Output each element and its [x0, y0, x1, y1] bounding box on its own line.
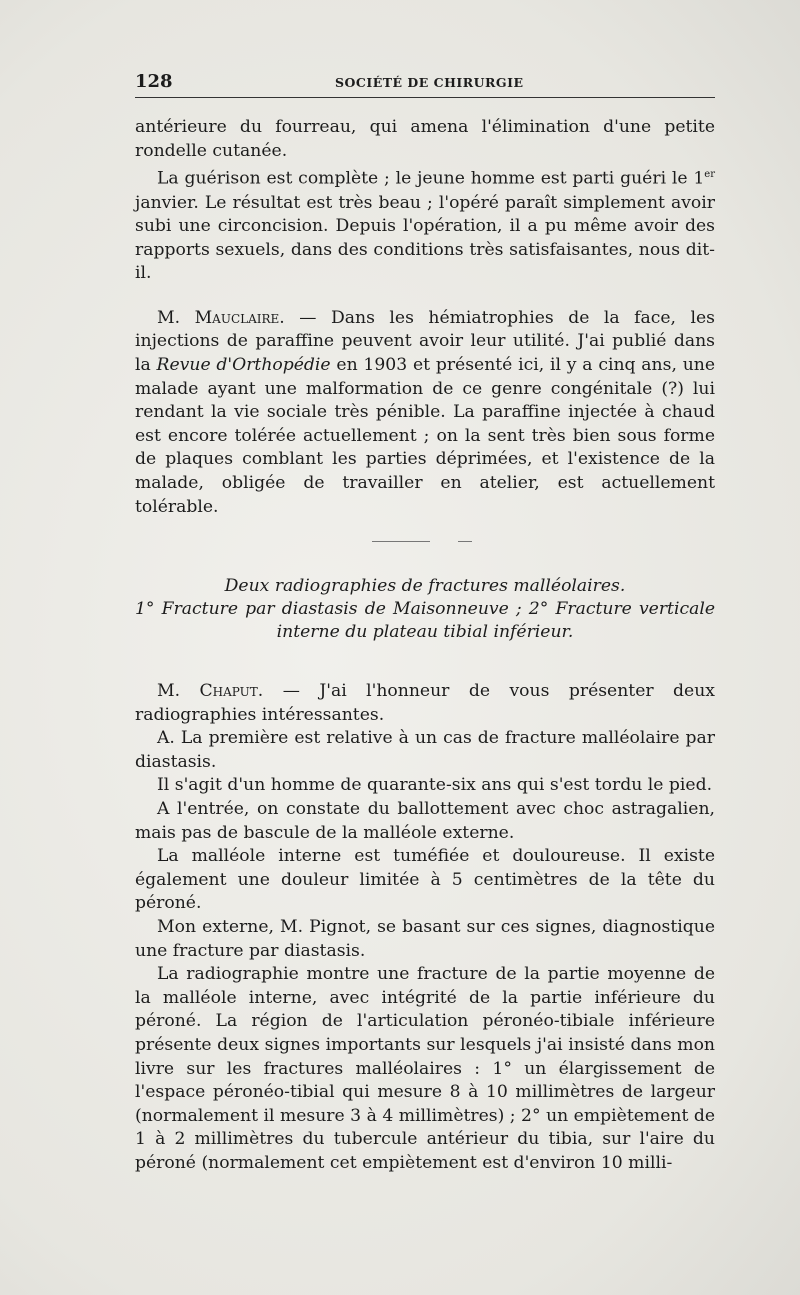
- body-text: [135, 116, 715, 519]
- page-number: 128: [135, 71, 173, 92]
- speaker-prefix: M.: [157, 307, 195, 328]
- speaker-name: Mauclaire.: [194, 307, 285, 328]
- paragraph-text: La guérison est complète ; le jeune homme est parti guéri le 1: [157, 168, 705, 189]
- speaker-prefix: M.: [157, 681, 200, 701]
- title-line: 1° Fracture par diastasis de Maisonneuve ; 2° Fracture verticale: [135, 599, 715, 619]
- title-line: Deux radiographies de fractures malléolaires.: [224, 576, 626, 596]
- paragraph-text: janvier. Le résultat est très beau ; l'opéré paraît simplement avoir subi une circoncision. Depuis l'opération, il a pu même avoir des rapports sexuels, dans des conditions très satisfaisantes, nous dit-il.: [135, 192, 715, 284]
- paragraph: [135, 307, 715, 519]
- journal-title: Revue d'Orthopédie: [156, 355, 331, 376]
- title-line: interne du plateau tibial inférieur.: [276, 622, 574, 642]
- paragraph: A. La première est relative à un cas de fracture malléolaire par diastasis.: [135, 728, 715, 772]
- paragraph: [135, 163, 715, 286]
- paragraph: [135, 680, 715, 727]
- speaker-name: Chaput.: [199, 681, 264, 701]
- section-title: [135, 575, 715, 644]
- paragraph: La radiographie montre une fracture de la partie moyenne de la malléole interne, avec intégrité de la partie inférieure du péroné. La région de l'articulation péronéo-tibiale inférieure présente deux signes importants sur lesquels j'ai insisté dans mon livre sur les fractures malléolaires : 1° un élargissement de l'espace péronéo-tibial qui mesure 8 à 10 millimètres de largeur (normalement il mesure 3 à 4 millimètres) ; 2° un empiètement de 1 à 2 millimètres du tubercule antérieur du tibia, sur l'aire du péroné (normalement cet empiètement est d'environ 10 milli-: [135, 964, 715, 1173]
- page-header: [135, 71, 715, 98]
- paragraph-text: en 1903 et présenté ici, il y a cinq ans, une malade ayant une malformation de ce genre congénitale (?) lui rendant la vie sociale très pénible. La paraffine injectée à chaud est encore tolérée actuellement ; on la sent très bien sous forme de plaques comblant les parties déprimées, et l'existence de la malade, obligée de travailler en atelier, est actuellement tolérable.: [135, 355, 716, 517]
- paragraph: A l'entrée, on constate du ballottement avec choc astragalien, mais pas de bascule de la malléole externe.: [135, 798, 715, 843]
- paragraph-text: — Dans les hémiatrophies de la face, les injections de paraffine peuvent avoir leur utilité. J'ai publié dans la: [135, 307, 715, 376]
- superscript: er: [704, 169, 715, 181]
- paragraph: Mon externe, M. Pignot, se basant sur ces signes, diagnostique une fracture par diastasis.: [135, 916, 715, 961]
- running-head: SOCIÉTÉ DE CHIRURGIE: [335, 75, 524, 90]
- paragraph-text: — J'ai l'honneur de vous présenter deux radiographies intéressantes.: [135, 681, 715, 725]
- paragraph: Il s'agit d'un homme de quarante-six ans qui s'est tordu le pied.: [157, 775, 713, 796]
- paragraph-text: antérieure du fourreau, qui amena l'élimination d'une petite rondelle cutanée.: [135, 117, 715, 161]
- section-body: [135, 680, 715, 1175]
- paragraph: La malléole interne est tuméfiée et douloureuse. Il existe également une douleur limitée à 5 centimètres de la tête du péroné.: [135, 846, 715, 914]
- section-separator: [372, 541, 472, 543]
- paragraph: [135, 116, 715, 163]
